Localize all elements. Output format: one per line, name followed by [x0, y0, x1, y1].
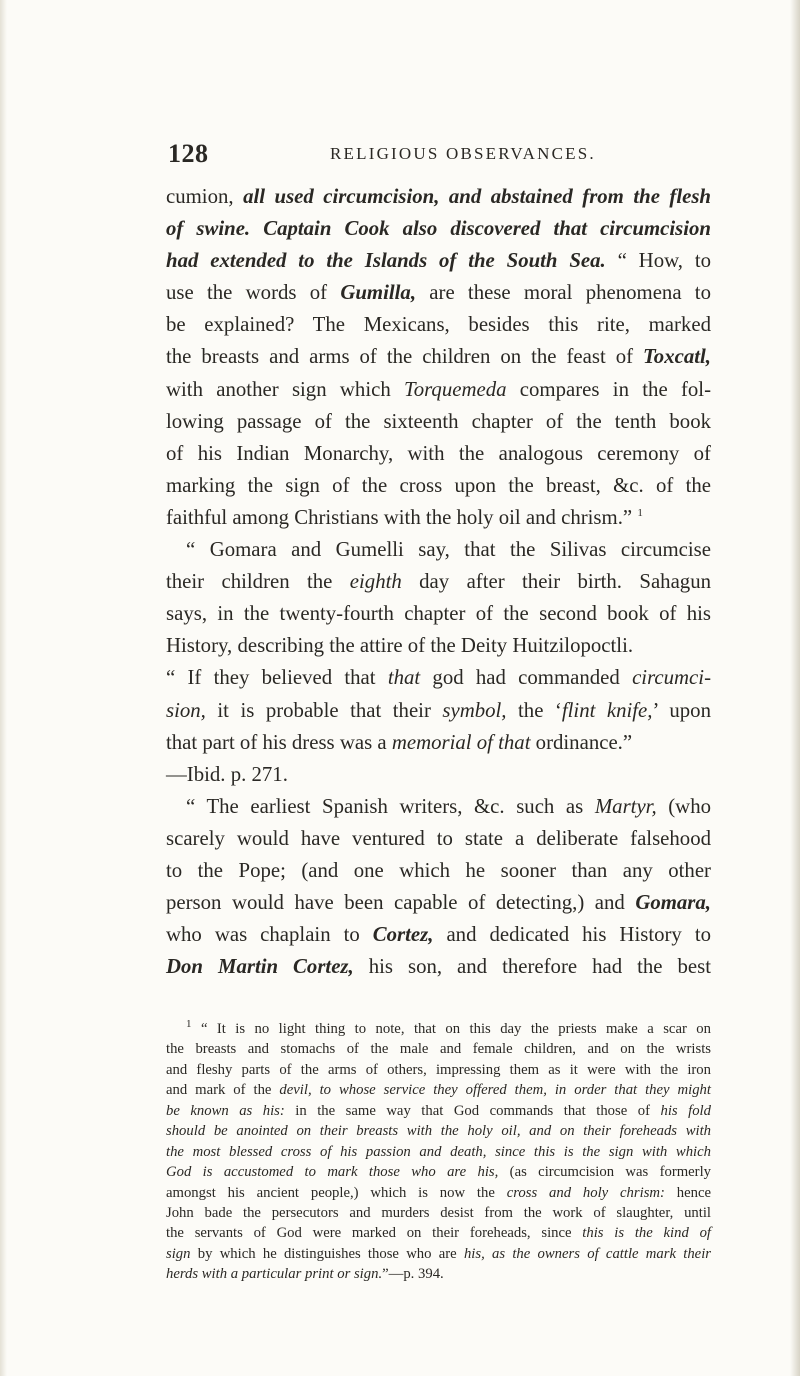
text-line: —Ibid. p. 271. [166, 762, 288, 786]
text-line: of swine. Captain Cook also discovered that circumcision [166, 217, 711, 241]
text-line: History, describing the attire of the Deity Huitzilopoctli. [166, 634, 634, 658]
text-line: the breasts and arms of the children on the feast of Toxcatl, [166, 345, 711, 369]
text-line: faithful among Christians with the holy oil and chrism.” $^1$ [166, 505, 643, 529]
footnote-line: God is accustomed to mark those who are his, (as circumcision was formerly [166, 1164, 711, 1181]
page-edge-shadow-left [0, 0, 7, 1376]
footnote-line: and mark of the devil, to whose service they offered them, in order that they might [166, 1082, 711, 1099]
page-header [168, 139, 695, 175]
footnote-line: the most blessed cross of his passion and death, since this is the sign with which [166, 1143, 711, 1160]
text-line: use the words of Gumilla, are these moral phenomena to [166, 281, 711, 305]
text-line: that part of his dress was a memorial of that ordinance.” [166, 730, 633, 754]
running-head: RELIGIOUS OBSERVANCES. [330, 144, 596, 163]
footnote-line: and fleshy parts of the arms of others, impressing them as it were with the iron [166, 1061, 711, 1078]
text-line: sion, it is probable that their symbol, the ‘flint knife,’ upon [166, 698, 711, 722]
footnote-line: the servants of God were marked on their foreheads, since this is the kind of [166, 1225, 711, 1242]
footnote-line: sign by which he distinguishes those who are his, as the owners of cattle mark their [166, 1245, 711, 1262]
footnote-line: should be anointed on their breasts with the holy oil, and on their foreheads with [166, 1123, 711, 1140]
text-line: their children the eighth day after their birth. Sahagun [166, 570, 711, 594]
text-line: Don Martin Cortez, his son, and therefore had the best [166, 955, 711, 979]
text-line: be explained? The Mexicans, besides this rite, marked [166, 313, 711, 337]
text-line: with another sign which Torquemeda compares in the fol- [166, 377, 712, 401]
footnote-line: John bade the persecutors and murders desist from the work of slaughter, until [166, 1204, 711, 1221]
footnote [166, 1019, 711, 1285]
text-line: cumion, all used circumcision, and abstained from the flesh [166, 185, 711, 208]
text-line: marking the sign of the cross upon the breast, &c. of the [166, 473, 711, 497]
footnote-line: be known as his: in the same way that God commands that those of his fold [166, 1102, 711, 1119]
text-line: says, in the twenty-fourth chapter of the second book of his [166, 602, 711, 626]
text-line: “ Gomara and Gumelli say, that the Silivas circumcise [186, 538, 711, 562]
text-line: “ The earliest Spanish writers, &c. such as Martyr, (who [186, 794, 711, 818]
text-line: had extended to the Islands of the South Sea. “ How, to [166, 249, 711, 273]
page-edge-shadow-right [790, 0, 800, 1376]
text-line: lowing passage of the sixteenth chapter of the tenth book [166, 409, 711, 433]
footnote-line: the breasts and stomachs of the male and female children, and on the wrists [166, 1041, 711, 1058]
main-text [166, 181, 711, 983]
page-number: 128 [168, 139, 209, 168]
text-line: who was chaplain to Cortez, and dedicated his History to [166, 923, 711, 947]
text-line: scarely would have ventured to state a deliberate falsehood [166, 826, 711, 850]
text-line: to the Pope; (and one which he sooner than any other [166, 858, 711, 882]
footnote-line: $^1$ “ It is no light thing to note, that on this day the priests make a scar on [186, 1018, 711, 1037]
text-line: of his Indian Monarchy, with the analogous ceremony of [166, 441, 711, 465]
text-line: person would have been capable of detecting,) and Gomara, [166, 891, 711, 915]
footnote-line: amongst his ancient people,) which is now the cross and holy chrism: hence [166, 1184, 711, 1201]
footnote-line: herds with a particular print or sign.”—p. 394. [166, 1266, 444, 1283]
text-line: “ If they believed that that god had commanded circumci- [166, 666, 711, 690]
